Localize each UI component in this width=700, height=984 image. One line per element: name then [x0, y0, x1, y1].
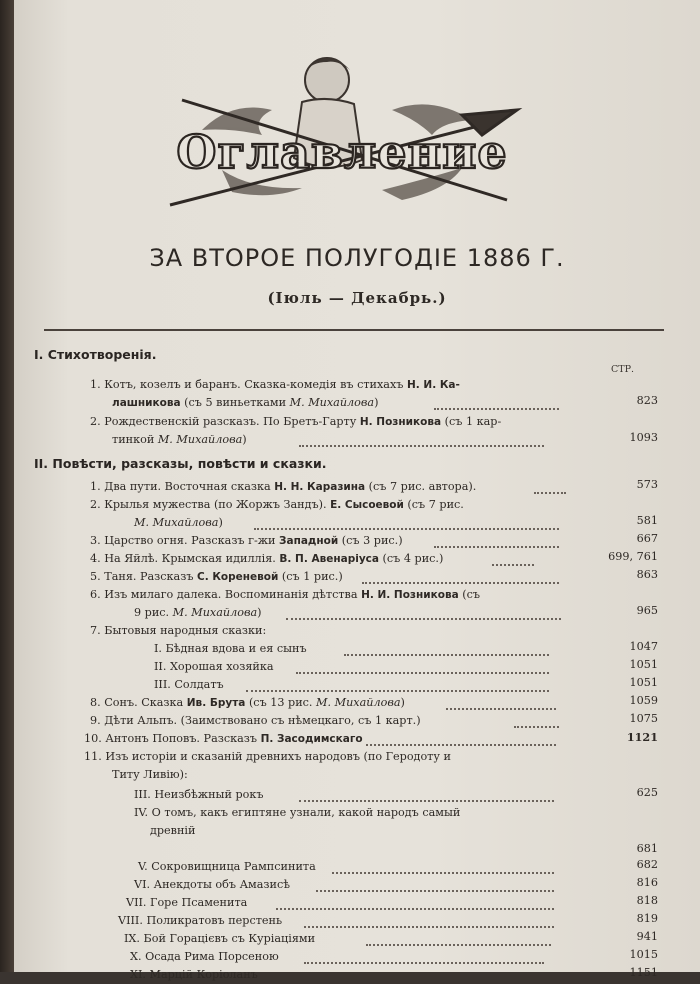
dot-leader [286, 617, 561, 620]
page-number: 625 [636, 786, 658, 799]
page-number: 863 [636, 568, 658, 581]
dot-leader [299, 799, 554, 802]
page-number: 699, 761 [608, 550, 658, 563]
toc-entry-line2: М. Михайлова) [134, 516, 223, 529]
toc-entry: 8. Сонъ. Сказка Ив. Брута (съ 13 рис. М. Михайлова) [90, 696, 405, 709]
dot-leader [366, 743, 556, 746]
toc-entry-line2: тинкой М. Михайлова) [112, 433, 247, 446]
page-number: 823 [636, 394, 658, 407]
page-number: 819 [636, 912, 658, 925]
title-vignette [162, 40, 522, 230]
book-page [14, 0, 700, 981]
section-heading-stories: II. Повѣсти, разсказы, повѣсти и сказки. [34, 456, 327, 471]
toc-entry: 6. Изъ милаго далека. Воспоминанія дѣтства Н. И. Позникова (съ [90, 588, 481, 601]
dot-leader [434, 545, 559, 548]
toc-entry-line2: 9 рис. М. Михайлова) [134, 606, 262, 619]
toc-entry: X. Осада Рима Порсеною [130, 950, 279, 963]
page-number: 1047 [629, 640, 658, 653]
dot-leader [446, 707, 556, 710]
period-heading: ЗА ВТОРОЕ ПОЛУГОДІЕ 1886 Г. [149, 244, 565, 272]
dot-leader [299, 444, 544, 447]
dot-leader [366, 943, 551, 946]
divider-rule [44, 329, 664, 331]
toc-entry: III. Солдатъ [154, 678, 224, 691]
toc-entry: 2. Рождественскій разсказъ. По Бретъ-Гарту Н. Позникова (съ 1 кар- [90, 415, 502, 428]
dot-leader [434, 407, 559, 410]
dot-leader [332, 871, 554, 874]
toc-entry: V. Сокровищница Рампсинита [138, 860, 316, 873]
dot-leader [296, 671, 549, 674]
toc-entry: 7. Бытовыя народныя сказки: [90, 624, 267, 637]
toc-entry: 1. Котъ, козелъ и баранъ. Сказка-комедія въ стихахъ Н. И. Ка- [90, 378, 460, 391]
page-number: 1151 [629, 966, 658, 979]
toc-entry: 2. Крылья мужества (по Жоржъ Зандъ). Е. Сысоевой (съ 7 рис. [90, 498, 464, 511]
toc-entry: II. Хорошая хозяйка [154, 660, 274, 673]
toc-entry: VIII. Поликратовъ перстень [118, 914, 283, 927]
page-number: 1051 [629, 676, 658, 689]
page-number: 816 [636, 876, 658, 889]
dot-leader [246, 689, 549, 692]
toc-entry: IX. Бой Горацієвъ съ Куріаціями [124, 932, 316, 945]
dot-leader [254, 527, 559, 530]
toc-entry: VII. Горе Псаменита [126, 896, 248, 909]
page-number: 682 [636, 858, 658, 871]
dot-leader [534, 491, 566, 494]
toc-entry: 4. На Яйлѣ. Крымская идиллія. В. П. Авенаріуса (съ 4 рис.) [90, 552, 444, 565]
dot-leader [492, 563, 534, 566]
dot-leader [276, 907, 554, 910]
page-number: 1121 [626, 730, 658, 744]
toc-entry: VI. Анекдоты объ Амазисѣ [134, 878, 290, 891]
page-number: 681 [636, 842, 658, 855]
toc-entry: 5. Таня. Разсказъ С. Кореневой (съ 1 рис.) [90, 570, 343, 583]
toc-entry: 3. Царство огня. Разсказъ г-жи Западной (съ 3 рис.) [90, 534, 403, 547]
dot-leader [344, 653, 549, 656]
page-number: 1051 [629, 658, 658, 671]
page-number: 818 [636, 894, 658, 907]
toc-entry: III. Неизбѣжный рокъ [134, 788, 264, 801]
dot-leader [514, 725, 559, 728]
page-number: 1015 [629, 948, 658, 961]
dot-leader [304, 925, 554, 928]
toc-entry-line2: древній [150, 824, 196, 837]
ornate-title-lettering: Оглавление [176, 125, 508, 179]
toc-entry: XI. Марцій Коріоланъ [130, 968, 258, 981]
dot-leader [362, 581, 559, 584]
page-number: 667 [636, 532, 658, 545]
toc-entry: 9. Дѣти Альпъ. (Заимствовано съ нѣмецкаго, съ 1 карт.) [90, 714, 421, 727]
toc-entry: IV. О томъ, какъ египтяне узнали, какой народъ самый [134, 806, 461, 819]
page-number: 573 [636, 478, 658, 491]
page-number: 941 [636, 930, 658, 943]
page-number: 1075 [629, 712, 658, 725]
page-number: 1093 [629, 431, 658, 444]
toc-entry-line2: Титу Ливію): [112, 768, 188, 781]
toc-entry: 11. Изъ исторіи и сказаній древнихъ народовъ (по Геродоту и [84, 750, 451, 763]
page-number: 965 [636, 604, 658, 617]
toc-entry: I. Бѣдная вдова и ея сынъ [154, 642, 307, 655]
page-column-header: СТР. [611, 364, 635, 375]
section-heading-poems: I. Стихотворенія. [34, 347, 157, 362]
dot-leader [304, 961, 544, 964]
page-number: 581 [636, 514, 658, 527]
months-subheading: (Іюль — Декабрь.) [267, 289, 447, 307]
book-spine [0, 0, 14, 972]
toc-entry: 10. Антонъ Поповъ. Разсказъ П. Засодимскаго [84, 732, 363, 745]
dot-leader [316, 889, 554, 892]
toc-entry-line2: лашникова (съ 5 виньетками М. Михайлова) [112, 396, 379, 409]
toc-entry: 1. Два пути. Восточная сказка Н. Н. Каразина (съ 7 рис. автора). [90, 480, 477, 493]
page-number: 1059 [629, 694, 658, 707]
